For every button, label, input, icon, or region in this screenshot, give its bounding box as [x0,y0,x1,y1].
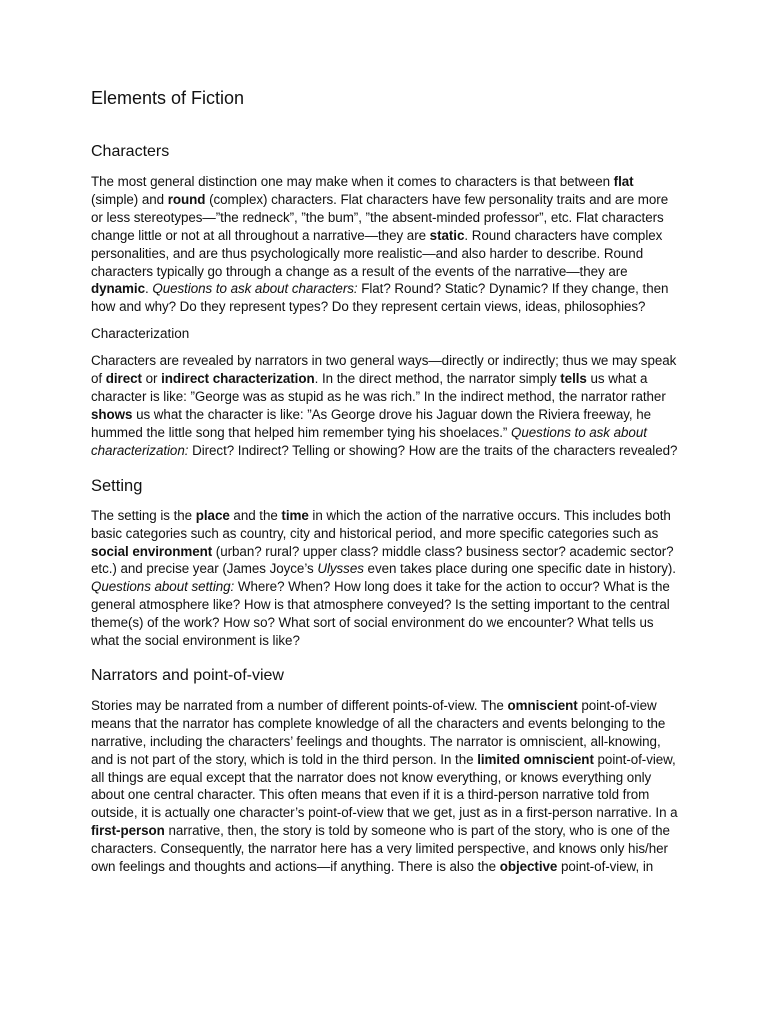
term-time: time [281,507,309,523]
questions-label: Questions to ask about characterization: [91,424,647,458]
book-title-ulysses: Ulysses [317,561,364,577]
text-run: . Round characters have complex personalities, and are thus psychologically more realistic—and also harder to describe. Round characters typically go through a change as a result of the events of the narrative—they are [91,227,663,279]
text-run: (complex) characters. Flat characters have few personality traits and are more or less stereotypes—”the redneck”, ”the bum”, ”the absent-minded professor”, etc. Flat characters change little or not at all throughout a narrative—they are [91,191,669,243]
text-run: point-of-view, all things are equal except that the narrator does not know everything, or knows everything only about one central character. This often means that even if it is a third-person narrative told from outside, it is actually one character’s point-of-view that we get, just as in a first-person narrative. In a [91,751,678,821]
text-run: . In the direct method, the narrator simply [314,371,561,387]
term-direct: direct [105,371,142,387]
text-run: (urban? rural? upper class? middle class? business sector? academic sector? etc.) and precise year (James Joyce’s [91,543,674,577]
paragraph-characters [91,173,678,316]
heading-characters: Characters [91,143,170,160]
text-run: The most general distinction one may make when it comes to characters is that between [91,174,614,189]
text-run: us what the character is like: ”As George drove his Jaguar down the Riviera freeway, he hummed the little song that helped him remember tying his shoelaces.” [91,406,652,440]
text-run: Stories may be narrated from a number of different points-of-view. The [91,697,508,713]
heading-narrators: Narrators and point-of-view [91,666,284,684]
term-dynamic: dynamic [91,281,145,297]
text-run: narrative, then, the story is told by someone who is part of the story, who is one of the characters. Consequently, the narrator here has a very limited perspective, and knows only his/her own feelings and thoughts and actions—if anything. There is also the [91,823,670,875]
questions-label: Questions about setting: [91,579,235,595]
paragraph-characterization [91,352,678,459]
paragraph-setting [91,507,678,650]
text-run: . [144,281,153,297]
term-flat: flat [613,174,634,189]
text-run: point-of-view means that the narrator has complete knowledge of all the characters and events belonging to the narrative, including the characters’ feelings and thoughts. The narrator is omniscient, all-knowing, and is not part of the story, which is told in the third person. In the [91,697,666,767]
text-run: Where? When? How long does it take for the action to occur? What is the general atmosphere like? How is that atmosphere conveyed? Is the setting important to the central theme(s) of the work? How so? What sort of social environment do we encounter? What tells us what the social environment is like? [91,579,670,649]
term-static: static [429,227,465,243]
term-shows: shows [91,406,133,422]
term-indirect-characterization: indirect characterization [161,371,315,387]
term-place: place [195,507,230,523]
heading-characterization: Characterization [91,326,190,342]
text-run: The setting is the [91,507,196,523]
term-objective: objective [499,859,558,875]
text-run: or [141,371,162,387]
text-run: us what a character is like: ”George was as stupid as he was rich.” In the indirect method, the narrator rather [91,371,666,405]
document-title: Elements of Fiction [91,88,245,108]
paragraph-narrators [91,697,678,876]
questions-label: Questions to ask about characters: [152,281,358,297]
text-run: (simple) and [91,191,168,207]
term-limited-omniscient: limited omniscient [477,751,594,767]
text-run: and the [229,507,282,523]
text-run: point-of-view, in [557,859,654,875]
text-run: even takes place during one specific date in history). [363,561,676,577]
text-run: Flat? Round? Static? Dynamic? If they change, then how and why? Do they represent types? Do they represent certain views, ideas, philosophies? [91,281,669,315]
term-social-environment: social environment [91,543,213,559]
text-run: in which the action of the narrative occurs. This includes both basic categories such as country, city and historical period, and more specific categories such as [91,507,671,541]
term-omniscient: omniscient [507,697,578,713]
text-run: Direct? Indirect? Telling or showing? How are the traits of the characters revealed? [188,442,678,458]
term-first-person: first-person [91,823,165,839]
term-round: round [167,191,206,207]
heading-setting: Setting [91,476,143,495]
term-tells: tells [560,371,587,387]
text-run: Characters are revealed by narrators in two general ways—directly or indirectly; thus we may speak of [91,353,677,387]
